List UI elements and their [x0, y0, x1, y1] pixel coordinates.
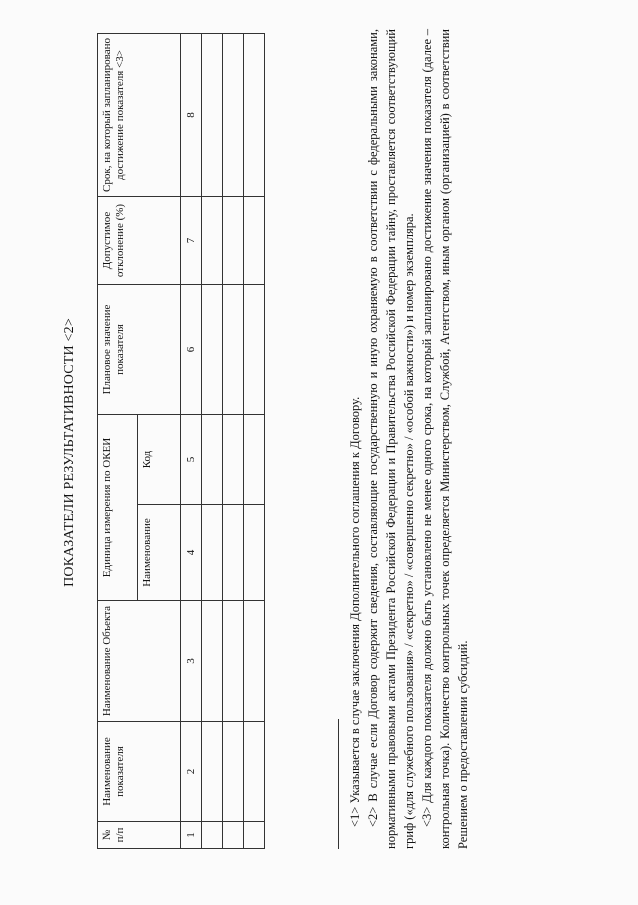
column-number-cell: 8 [181, 34, 202, 197]
column-number-cell: 5 [181, 415, 202, 505]
header-object-name: Наименование Объекта [98, 601, 181, 722]
table-cell [223, 505, 244, 601]
footnotes [346, 29, 472, 849]
table-cell [244, 722, 265, 822]
header-planned-value: Плановое значение показателя [98, 285, 181, 415]
column-number-cell: 1 [181, 822, 202, 849]
table-cell [202, 415, 223, 505]
footnote-3: <3> Для каждого показателя должно быть установлено не менее одного срока, на который запланировано достижение значения показателя (далее – контрольная точка). Количество контрольных точек определяется Министерством, Службой, Агентством, иным органом (организацией) в соответствии Решением о предоставлении субсидий. [420, 29, 470, 849]
column-number-cell: 7 [181, 197, 202, 285]
table-row [223, 34, 244, 849]
table-cell [223, 197, 244, 285]
indicators-table [97, 33, 265, 849]
table-cell [223, 822, 244, 849]
table-cell [244, 34, 265, 197]
footnote-1: <1> Указывается в случае заключения Дополнительного соглашения к Договору. [348, 396, 362, 827]
table-cell [244, 822, 265, 849]
header-number: № п/п [98, 822, 181, 849]
footnote-2: <2> В случае если Договор содержит сведения, составляющие государственную и иную охраняемую в соответствии с федеральными законами, нормативными правовыми актами Президента Российской Федерации и Правительства Российской Федерации тайну, проставляется соответствующий гриф («для служебного пользования» / «секретно» / «совершенно секретно» / «особой важности») и номер экземпляра. [366, 29, 416, 849]
column-number-cell: 6 [181, 285, 202, 415]
column-number-cell: 2 [181, 722, 202, 822]
table-cell [202, 505, 223, 601]
table-row [202, 34, 223, 849]
table-cell [223, 34, 244, 197]
table-cell [223, 415, 244, 505]
table-cell [202, 34, 223, 197]
table-cell [223, 722, 244, 822]
table-cell [202, 601, 223, 722]
header-indicator-name: Наименование показателя [98, 722, 181, 822]
table-cell [244, 197, 265, 285]
column-number-row [181, 34, 202, 849]
header-okei-unit: Единица измерения по ОКЕИ [98, 415, 138, 601]
table-row [244, 34, 265, 849]
table-cell [202, 285, 223, 415]
table-cell [223, 285, 244, 415]
table-cell [202, 197, 223, 285]
table-cell [244, 505, 265, 601]
table-cell [244, 601, 265, 722]
footnote-separator [338, 719, 339, 849]
table-cell [202, 722, 223, 822]
header-okei-code: Код [138, 415, 181, 505]
column-number-cell: 4 [181, 505, 202, 601]
page-title: ПОКАЗАТЕЛИ РЕЗУЛЬТАТИВНОСТИ <2> [62, 318, 77, 587]
table-cell [244, 285, 265, 415]
table-cell [202, 822, 223, 849]
table-cell [223, 601, 244, 722]
table-cell [244, 415, 265, 505]
header-allowed-deviation: Допустимое отклонение (%) [98, 197, 181, 285]
header-deadline: Срок, на который запланировано достижение показателя <3> [98, 34, 181, 197]
column-number-cell: 3 [181, 601, 202, 722]
header-okei-name: Наименование [138, 505, 181, 601]
